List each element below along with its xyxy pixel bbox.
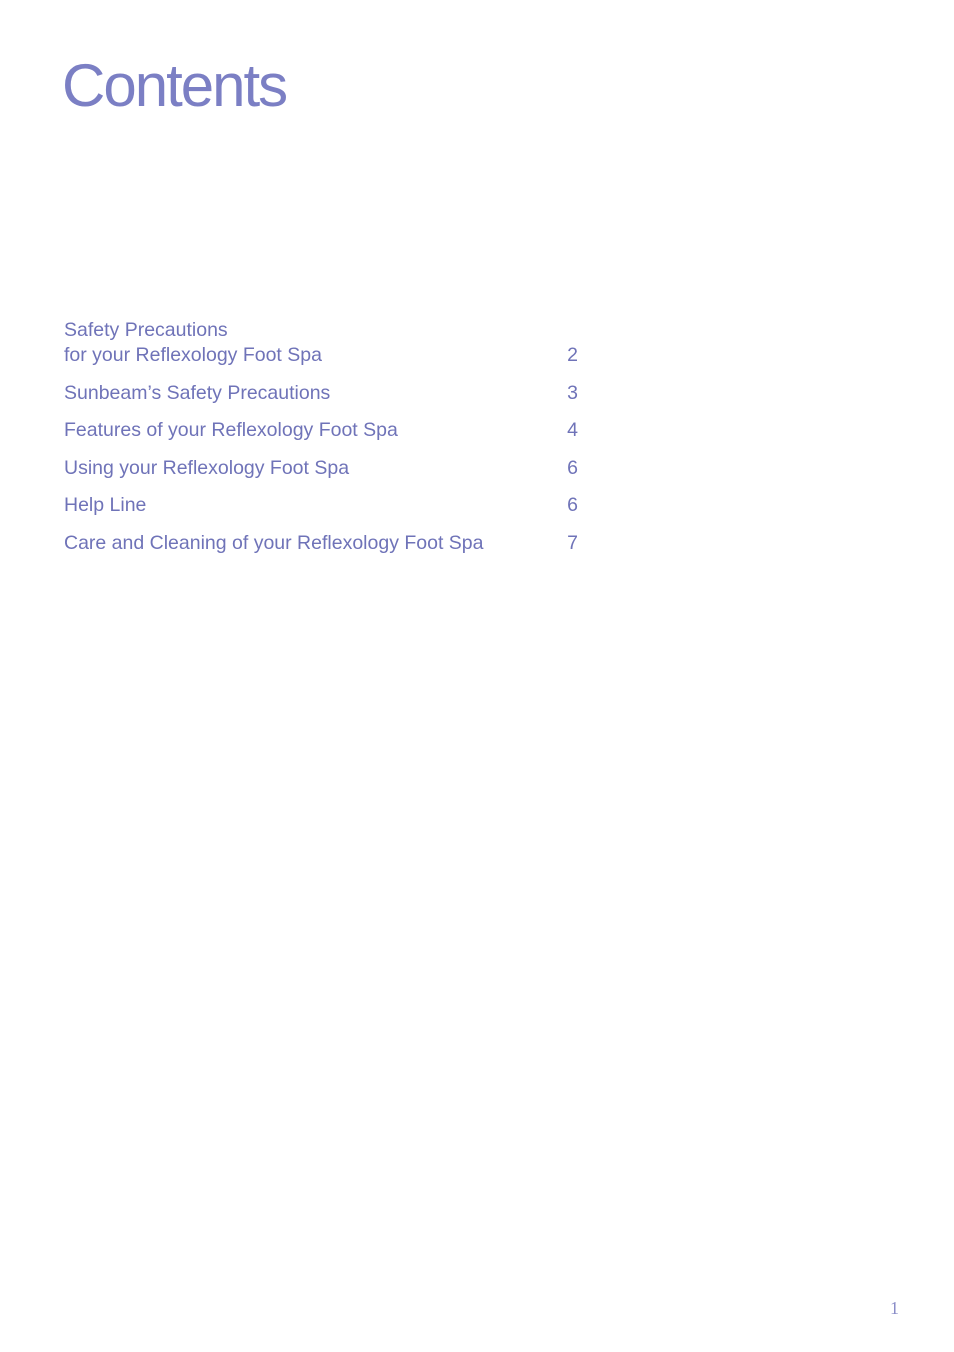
table-of-contents [64,318,580,568]
toc-entry-title-line: Using your Reflexology Foot Spa [64,456,350,479]
toc-entry-title-line: Help Line [64,494,147,516]
toc-entry-safety-precautions[interactable] [64,318,580,368]
toc-entry-title [64,456,349,481]
toc-entry-sunbeam-safety[interactable] [64,381,580,406]
toc-entry-title-line: for your Reflexology Foot Spa [64,344,322,366]
toc-entry-title [64,418,398,443]
toc-entry-page: 6 [567,494,578,516]
toc-entry-features[interactable] [64,418,580,443]
toc-entry-page: 4 [567,419,578,441]
toc-entry-title [64,318,322,368]
toc-entry-title [64,531,484,556]
toc-entry-page: 7 [567,531,578,554]
toc-entry-page: 6 [567,456,578,479]
page-number: 1 [890,1298,899,1318]
toc-entry-title-line: Care and Cleaning of your Reflexology Foot Spa [64,531,484,554]
toc-entry-help-line[interactable] [64,493,580,518]
toc-entry-page: 3 [567,381,578,404]
toc-entry-title-line: Features of your Reflexology Foot Spa [64,419,398,441]
toc-entry-page: 2 [567,344,578,366]
toc-entry-title [64,493,146,518]
toc-entry-care-cleaning[interactable] [64,531,580,556]
page-title: Contents [62,52,287,119]
toc-entry-title [64,381,330,406]
toc-entry-title-line: Sunbeam’s Safety Precautions [64,381,331,404]
toc-entry-using[interactable] [64,456,580,481]
toc-entry-title-line: Safety Precautions [64,319,228,341]
